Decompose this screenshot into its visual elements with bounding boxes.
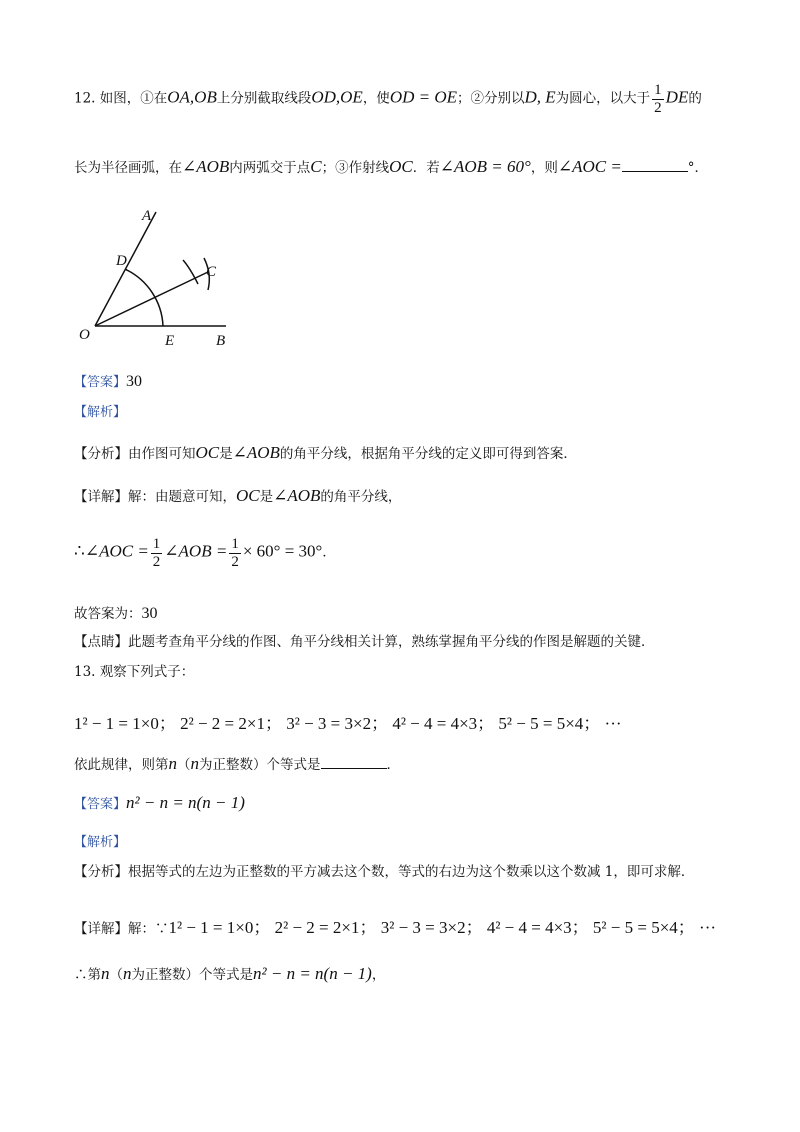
math-n: n bbox=[190, 754, 199, 773]
q12-fenxi: 【分析】由作图可知OC是∠AOB的角平分线，根据角平分线的定义即可得到答案． bbox=[74, 443, 577, 462]
analysis-tag: 【解析】 bbox=[74, 405, 127, 420]
answer-value: 30 bbox=[126, 373, 143, 390]
answer-tag: 【答案】 bbox=[74, 797, 127, 812]
math-series: 1² − 1 = 1×0； 2² − 2 = 2×1； 3² − 3 = 3×2； 4² − 4 = 4×3； 5² − 5 = 5×4； ··· bbox=[168, 918, 717, 937]
q12-text: 的 bbox=[688, 90, 702, 107]
final-label: 故答案为： bbox=[74, 606, 142, 622]
q13-answer bbox=[74, 793, 760, 813]
detail-tag: 【详解】 bbox=[74, 921, 128, 937]
math-angle-aoc: ∠AOC = bbox=[84, 541, 149, 561]
q13-series bbox=[74, 714, 760, 734]
math-oaob: OA,OB bbox=[167, 87, 217, 107]
math-oc: OC bbox=[389, 157, 413, 176]
q12-text: ，则 bbox=[530, 160, 558, 176]
math-angle-aob: ∠AOB bbox=[273, 486, 321, 505]
math-angle-aob: ∠AOB = bbox=[164, 541, 228, 561]
q12-text: 内两弧交于点 bbox=[229, 160, 311, 176]
q12-text: ；②分别以 bbox=[457, 90, 525, 107]
math-n: n bbox=[123, 964, 132, 983]
q12-dianjing: 【点睛】此题考查角平分线的作图、角平分线相关计算，熟练掌握角平分线的作图是解题的关键． bbox=[74, 634, 655, 650]
math-oc: OC bbox=[236, 486, 260, 505]
q12-text: 长为半径画弧，在 bbox=[74, 160, 182, 176]
fraction-half: $\frac{1}{2}$ bbox=[231, 536, 239, 570]
q12-text: ；③作射线 bbox=[321, 160, 390, 176]
math-n: n bbox=[101, 964, 110, 983]
math-oc: OC bbox=[195, 443, 220, 462]
q12-text: 上分别截取线段 bbox=[216, 90, 312, 107]
math-angle-aob: ∠AOB bbox=[232, 443, 280, 462]
q12-detail: 【详解】解：由题意可知，OC是∠AOB的角平分线， bbox=[74, 486, 402, 505]
label-d: D bbox=[116, 253, 127, 269]
final-value: 30 bbox=[141, 605, 158, 622]
q12-final bbox=[74, 604, 760, 623]
q12-text: °． bbox=[687, 160, 709, 176]
q13-title bbox=[74, 664, 760, 680]
q12-text: 为圆心，以大于 bbox=[555, 90, 651, 107]
q13-analysis-tag bbox=[74, 834, 760, 851]
fenxi-tag: 【分析】 bbox=[74, 446, 128, 462]
answer-tag: 【答案】 bbox=[74, 375, 127, 390]
q12-line-2 bbox=[74, 157, 760, 177]
detail-tag: 【详解】 bbox=[74, 489, 128, 505]
arc-de bbox=[125, 269, 163, 326]
math-angle-aob: ∠AOB bbox=[182, 157, 230, 176]
math-de: D, E bbox=[524, 87, 556, 107]
q12-line-1 bbox=[74, 82, 760, 116]
fraction-half: $\frac{1}{2}$ bbox=[654, 82, 662, 116]
math-de: DE bbox=[665, 87, 689, 107]
ray-oc bbox=[95, 272, 208, 326]
answer-blank bbox=[321, 754, 387, 769]
math-angle-condition: ∠AOB = 60° bbox=[439, 157, 531, 176]
label-c: C bbox=[206, 264, 217, 280]
q12-text: 12. 如图，①在 bbox=[74, 90, 168, 107]
math-point-c: C bbox=[310, 157, 322, 176]
analysis-tag: 【解析】 bbox=[74, 835, 127, 850]
fenxi-tag: 【分析】 bbox=[74, 864, 128, 880]
ray-oa bbox=[95, 212, 156, 326]
q13-fenxi: 【分析】根据等式的左边为正整数的平方减去这个数，等式的右边为这个数乘以这个数减 1，即可求解． bbox=[74, 864, 695, 880]
math-od-eq-oe: OD = OE bbox=[389, 87, 457, 107]
q12-analysis-tag bbox=[74, 404, 760, 421]
math-n: n bbox=[168, 754, 177, 773]
q12-text: ，使 bbox=[362, 90, 390, 107]
math-result: × 60° = 30° bbox=[242, 541, 323, 561]
q12-text: ．若 bbox=[412, 160, 440, 176]
q13-detail: 【详解】解：∵1² − 1 = 1×0； 2² − 2 = 2×1； 3² − 3 = 3×2； 4² − 4 = 4×3； 5² − 5 = 5×4； ··· bbox=[74, 918, 717, 937]
q13-rule: 依此规律，则第n（n为正整数）个等式是 ． bbox=[74, 754, 400, 773]
q13-conclusion: ∴第n（n为正整数）个等式是n² − n = n(n − 1)， bbox=[74, 964, 386, 983]
q12-calculation: ∴∠AOC = $\frac{1}{2}$ ∠AOB = $\frac{1}{2}$ × 60° = 30°． bbox=[74, 536, 336, 570]
label-e: E bbox=[165, 333, 175, 349]
answer-value: n² − n = n(n − 1) bbox=[126, 793, 245, 812]
math-general-term: n² − n = n(n − 1) bbox=[253, 964, 372, 983]
dianjing-tag: 【点睛】 bbox=[74, 634, 128, 650]
therefore-symbol: ∴ bbox=[74, 541, 85, 561]
question-title: 13. 观察下列式子： bbox=[74, 664, 195, 680]
math-angle-aoc: ∠AOC = bbox=[557, 157, 622, 176]
angle-bisector-figure bbox=[70, 200, 250, 350]
label-a: A bbox=[142, 208, 152, 224]
label-b: B bbox=[216, 333, 226, 349]
q12-answer bbox=[74, 372, 760, 391]
answer-blank bbox=[622, 157, 688, 172]
fraction-half: $\frac{1}{2}$ bbox=[152, 536, 161, 570]
label-o: O bbox=[79, 327, 90, 343]
math-odoe: OD,OE bbox=[311, 87, 363, 107]
math-series: 1² − 1 = 1×0； 2² − 2 = 2×1； 3² − 3 = 3×2； 4² − 4 = 4×3； 5² − 5 = 5×4； ··· bbox=[74, 714, 622, 733]
